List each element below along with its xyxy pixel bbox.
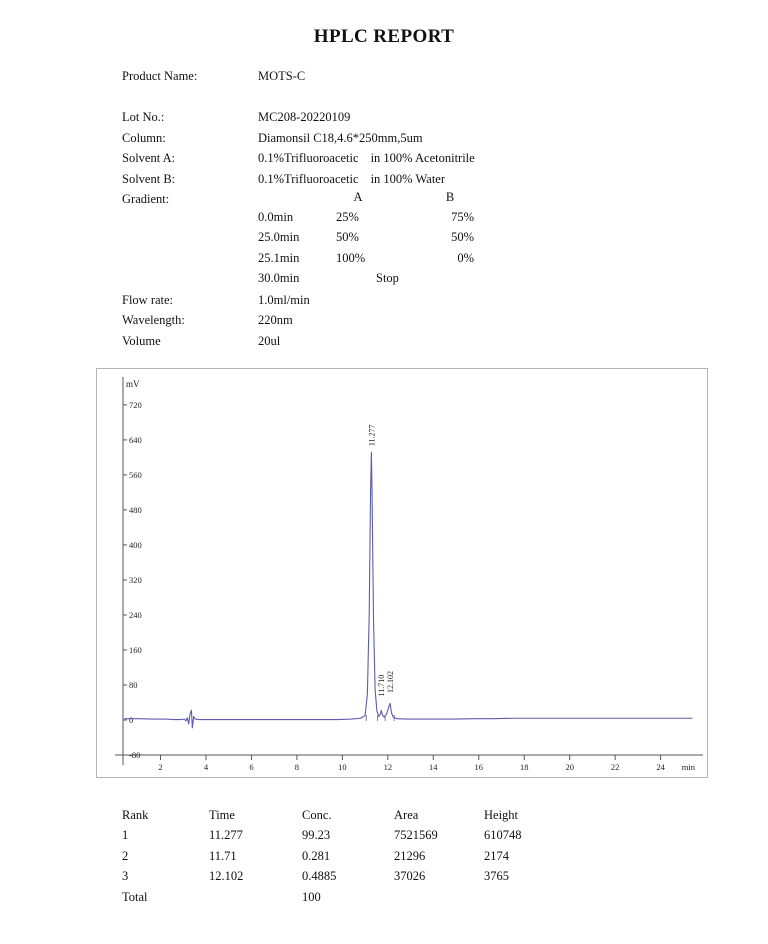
table-header-row — [122, 808, 642, 828]
volume-value: 20ul — [258, 333, 281, 348]
solvent-b-label: Solvent B: — [122, 171, 176, 186]
cell-conc: 99.23 — [302, 828, 331, 843]
cell-area: 7521569 — [394, 828, 438, 843]
cell-height: 2174 — [484, 848, 509, 863]
instrument-settings — [122, 290, 622, 351]
col-header-area: Area — [394, 808, 419, 822]
solvent-a-label: Solvent A: — [122, 151, 176, 166]
lot-no-value: MC208-20220109 — [258, 110, 351, 125]
meta-row-wavelength — [122, 310, 622, 330]
product-name-label: Product Name: — [122, 69, 198, 83]
gradient-col-a-header: A — [353, 190, 363, 204]
cell-rank: 2 — [122, 848, 129, 863]
y-tick-label: 720 — [129, 400, 142, 411]
table-total-row — [122, 890, 642, 910]
table-row — [122, 828, 642, 848]
results-table — [122, 808, 642, 910]
wavelength-value: 220nm — [258, 313, 293, 328]
table-row — [122, 869, 642, 889]
gradient-time: 25.1min — [258, 250, 300, 265]
gradient-row — [258, 230, 578, 250]
cell-area: 21296 — [394, 848, 426, 863]
x-axis-unit-label: min — [681, 762, 695, 772]
y-tick-label: 640 — [129, 435, 142, 446]
gradient-row — [258, 271, 578, 291]
y-axis-unit-label: mV — [126, 379, 140, 389]
gradient-a: 100% — [336, 250, 366, 265]
meta-row-flow-rate — [122, 290, 622, 310]
peak-annotation — [377, 675, 386, 697]
y-tick-label: 320 — [129, 575, 142, 586]
x-tick-label: 4 — [203, 762, 209, 772]
cell-conc: 0.281 — [302, 848, 331, 863]
meta-row-column — [122, 128, 682, 148]
meta-spacer — [122, 86, 682, 107]
gradient-a: 50% — [336, 230, 359, 245]
gradient-stop: Stop — [376, 271, 399, 286]
cell-rank: 3 — [122, 869, 129, 884]
meta-row-solvent-a — [122, 148, 682, 168]
gradient-row — [258, 210, 578, 230]
cell-rank: 1 — [122, 828, 129, 843]
solvent-b-value-2: in 100% Water — [370, 171, 446, 186]
product-name-value: MOTS-C — [258, 69, 306, 83]
y-tick-label: 80 — [129, 680, 138, 691]
flow-rate-value: 1.0ml/min — [258, 293, 310, 307]
x-tick-label: 22 — [610, 762, 620, 772]
col-header-conc: Conc. — [302, 808, 332, 822]
solvent-a-value: 0.1%Trifluoroacetic — [258, 151, 359, 166]
flow-rate-label: Flow rate: — [122, 293, 174, 307]
peak-annotation — [367, 424, 376, 446]
cell-time: 12.102 — [209, 869, 244, 884]
page-title: HPLC REPORT — [313, 26, 455, 47]
gradient-col-b-header: B — [445, 190, 455, 204]
table-row — [122, 849, 642, 869]
lot-no-label: Lot No.: — [122, 110, 165, 125]
peak-annotation-label: 11.277 — [367, 424, 377, 447]
volume-label: Volume — [122, 333, 161, 348]
gradient-column-headers — [258, 190, 558, 210]
gradient-time: 0.0min — [258, 210, 294, 224]
cell-height: 610748 — [484, 828, 522, 843]
x-tick-label: 24 — [656, 762, 665, 772]
y-tick-label: 240 — [129, 610, 142, 621]
cell-area: 37026 — [394, 869, 426, 884]
total-conc-value: 100 — [302, 889, 321, 904]
x-tick-label: 12 — [383, 762, 393, 772]
chromatogram-trace — [124, 452, 692, 728]
gradient-table — [258, 210, 578, 292]
cell-height: 3765 — [484, 869, 509, 884]
x-tick-label: 6 — [249, 762, 254, 772]
column-label: Column: — [122, 130, 166, 145]
y-tick-label: 400 — [129, 540, 142, 551]
x-tick-label: 14 — [429, 762, 438, 772]
peak-annotation — [386, 671, 395, 693]
gradient-time: 25.0min — [258, 230, 300, 245]
total-label: Total — [122, 889, 148, 904]
col-header-height: Height — [484, 808, 519, 822]
meta-row-lot-no — [122, 107, 682, 127]
cell-time: 11.277 — [209, 828, 243, 843]
gradient-time: 30.0min — [258, 271, 300, 286]
y-tick-label: 480 — [129, 505, 142, 516]
chromatogram-panel — [96, 368, 708, 778]
peak-annotation-label: 12.102 — [386, 670, 396, 693]
wavelength-label: Wavelength: — [122, 313, 185, 328]
y-tick-label: 0 — [129, 715, 134, 726]
solvent-b-value: 0.1%Trifluoroacetic — [258, 171, 359, 186]
x-tick-label: 18 — [519, 762, 529, 772]
x-tick-label: 10 — [338, 762, 347, 772]
y-tick-label: 560 — [129, 470, 142, 481]
col-header-time: Time — [209, 808, 235, 822]
y-tick-label: -80 — [129, 750, 141, 761]
gradient-b: 0% — [457, 250, 474, 265]
solvent-a-value-2: in 100% Acetonitrile — [370, 151, 475, 166]
meta-row-solvent-b — [122, 169, 682, 189]
peak-annotation-label: 11.710 — [377, 674, 387, 697]
meta-row-product-name — [122, 66, 682, 86]
x-tick-label: 8 — [294, 762, 300, 772]
x-tick-label: 20 — [565, 762, 574, 772]
gradient-b: 50% — [451, 230, 474, 245]
column-value: Diamonsil C18,4.6*250mm,5um — [258, 130, 423, 145]
y-tick-label: 160 — [129, 645, 142, 656]
cell-time: 11.71 — [209, 848, 237, 863]
method-metadata — [122, 66, 682, 209]
col-header-rank: Rank — [122, 808, 149, 822]
x-tick-label: 2 — [158, 762, 163, 772]
gradient-row — [258, 251, 578, 271]
gradient-a: 25% — [336, 210, 359, 224]
meta-row-volume — [122, 331, 622, 351]
chromatogram-plot — [97, 369, 707, 777]
x-tick-label: 16 — [474, 762, 484, 772]
gradient-label: Gradient: — [122, 191, 170, 206]
cell-conc: 0.4885 — [302, 869, 337, 884]
gradient-b: 75% — [451, 210, 474, 224]
